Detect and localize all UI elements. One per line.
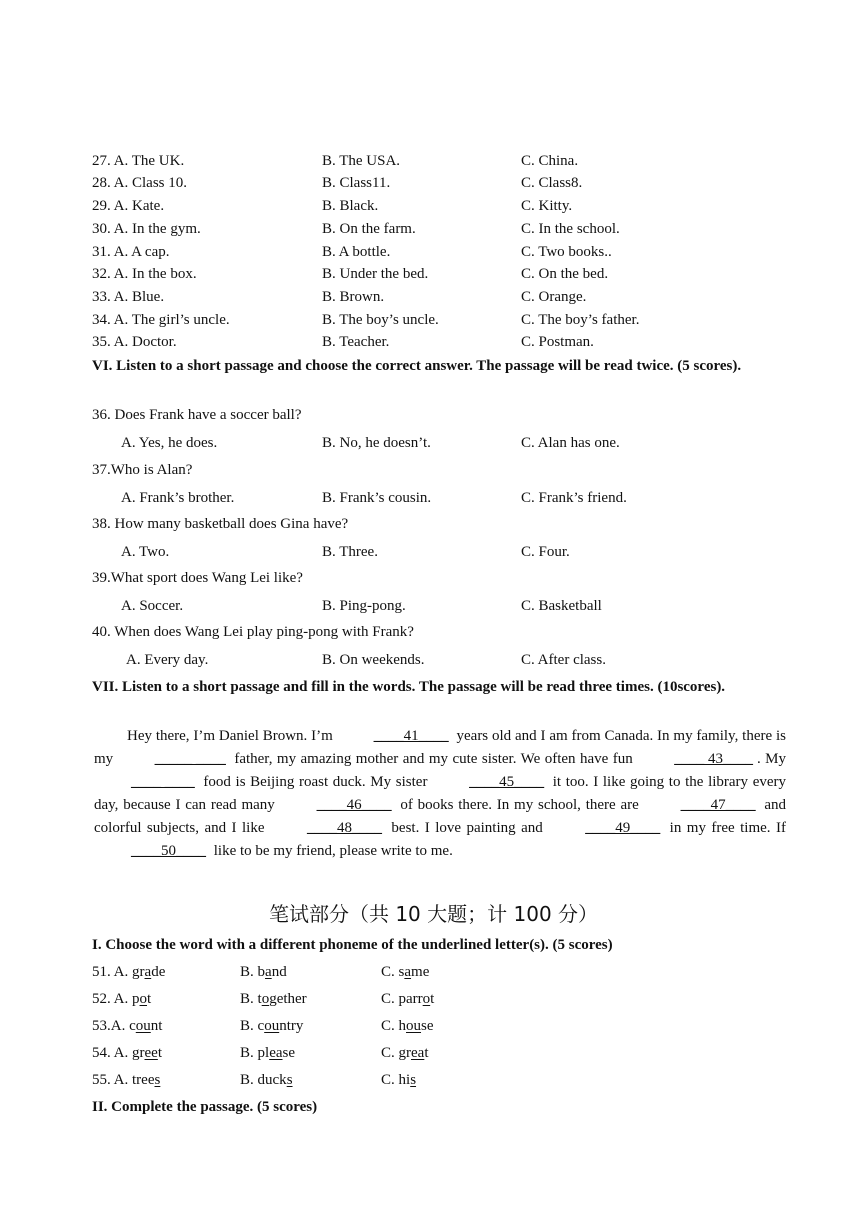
word-part: nt: [150, 1018, 163, 1034]
passage-text: food is Beijing roast duck. My sister: [203, 774, 428, 790]
option-b[interactable]: B. The USA.: [322, 153, 401, 169]
listening-option-row: [92, 172, 792, 194]
blank-48[interactable]: ____48____: [306, 820, 382, 836]
option-label: C.: [381, 1045, 399, 1061]
option-label: 51. A.: [92, 964, 133, 980]
word-part: pl: [257, 1045, 270, 1061]
option-label: 52. A.: [92, 991, 133, 1007]
passage-text: best. I love painting and: [391, 820, 543, 836]
word-option-c[interactable]: [381, 988, 434, 1010]
word-option-b[interactable]: [240, 1015, 303, 1037]
listening-option-row: [92, 195, 792, 217]
option-b[interactable]: B. Black.: [322, 198, 379, 214]
word-option-b[interactable]: [240, 961, 287, 983]
blank-41[interactable]: ____41____: [373, 728, 449, 744]
written-part-title: 笔试部分（共 10 大题；计 100 分）: [268, 902, 599, 926]
word-part: b: [257, 964, 266, 980]
underlined-letters: s: [154, 1072, 161, 1088]
option-c[interactable]: C. Two books..: [521, 244, 612, 260]
phoneme-question-row: [92, 1069, 592, 1091]
option-a[interactable]: A. Two.: [121, 544, 170, 560]
question-options: [92, 649, 792, 671]
passage-text: Hey there, I’m Daniel Brown. I’m: [127, 728, 333, 744]
underlined-letters: o: [139, 991, 148, 1007]
word-option-a[interactable]: [92, 1042, 162, 1064]
listening-option-row: [92, 218, 792, 240]
word-option-c[interactable]: [381, 1015, 434, 1037]
option-b[interactable]: B. No, he doesn’t.: [322, 435, 431, 451]
passage-text: like to be my friend, please write to me.: [213, 843, 453, 859]
option-a[interactable]: 30. A. In the gym.: [92, 221, 201, 237]
blank-43[interactable]: ____ 43____: [674, 751, 753, 767]
word-option-c[interactable]: [381, 1042, 429, 1064]
underlined-letters: ou: [135, 1018, 151, 1034]
phoneme-question-row: [92, 961, 592, 983]
word-part: c: [129, 1018, 136, 1034]
word-part: gr: [132, 964, 145, 980]
word-part: tree: [132, 1072, 155, 1088]
passage-text: it too. I like going to the library every day, because I can read many: [94, 774, 787, 813]
listening-option-row: [92, 263, 792, 285]
blank-47[interactable]: ____47____: [680, 797, 756, 813]
listening-option-row: [92, 286, 792, 308]
section-vi-heading: VI. Listen to a short passage and choose the correct answer. The passage will be read twice. (5 scores).: [92, 358, 742, 374]
passage-text: . My: [756, 751, 787, 767]
option-label: B.: [240, 1072, 258, 1088]
option-a[interactable]: A. Soccer.: [121, 598, 184, 614]
question-options: [92, 487, 792, 509]
word-option-c[interactable]: [381, 961, 429, 983]
word-part: p: [132, 991, 140, 1007]
passage-text: years old and I am from Canada. In my family, there is my: [94, 728, 786, 767]
option-b[interactable]: B. Teacher.: [322, 334, 390, 350]
option-c[interactable]: C. China.: [521, 153, 579, 169]
option-b[interactable]: B. Frank’s cousin.: [322, 490, 432, 506]
word-part: s: [398, 964, 405, 980]
underlined-letters: ea: [411, 1045, 425, 1061]
option-a[interactable]: 35. A. Doctor.: [92, 334, 177, 350]
option-b[interactable]: B. Under the bed.: [322, 266, 429, 282]
word-part: parr: [398, 991, 423, 1007]
option-label: 53.A.: [92, 1018, 130, 1034]
word-part: nd: [271, 964, 287, 980]
option-b[interactable]: B. On the farm.: [322, 221, 416, 237]
word-option-b[interactable]: [240, 1069, 293, 1091]
option-c[interactable]: C. Alan has one.: [521, 435, 620, 451]
passage-text: father, my amazing mother and my cute sister. We often have fun: [234, 751, 633, 767]
option-c[interactable]: C. Four.: [521, 544, 570, 560]
underlined-letters: ou: [264, 1018, 280, 1034]
option-c[interactable]: C. Kitty.: [521, 198, 573, 214]
phoneme-question-row: [92, 1015, 592, 1037]
word-part: gr: [398, 1045, 412, 1061]
option-c[interactable]: C. Frank’s friend.: [521, 490, 627, 506]
word-option-b[interactable]: [240, 1042, 295, 1064]
phoneme-question-row: [92, 988, 592, 1010]
question-options: [92, 432, 792, 454]
written-section-ii-heading: II. Complete the passage. (5 scores): [92, 1099, 318, 1115]
option-c[interactable]: C. After class.: [521, 652, 606, 668]
option-label: B.: [240, 1045, 258, 1061]
word-part: duck: [257, 1072, 287, 1088]
option-b[interactable]: B. On weekends.: [322, 652, 425, 668]
underlined-letters: ea: [269, 1045, 283, 1061]
word-option-a[interactable]: [92, 1069, 160, 1091]
option-label: B.: [240, 991, 258, 1007]
question-options: [92, 595, 792, 617]
word-part: h: [398, 1018, 407, 1034]
option-b[interactable]: B. The boy’s uncle.: [322, 312, 439, 328]
word-option-c[interactable]: [381, 1069, 416, 1091]
word-option-a[interactable]: [92, 988, 151, 1010]
option-c[interactable]: C. The boy’s father.: [521, 312, 640, 328]
word-part: t: [157, 1045, 163, 1061]
option-a[interactable]: A. Frank’s brother.: [121, 490, 235, 506]
option-c[interactable]: C. In the school.: [521, 221, 620, 237]
underlined-letters: ee: [144, 1045, 158, 1061]
option-label: C.: [381, 991, 399, 1007]
option-c[interactable]: C. Orange.: [521, 289, 587, 305]
listening-option-row: [92, 331, 792, 353]
word-option-a[interactable]: [92, 961, 165, 983]
word-part: se: [282, 1045, 296, 1061]
word-part: gether: [269, 991, 307, 1007]
option-a[interactable]: A. Yes, he does.: [121, 435, 218, 451]
option-label: B.: [240, 1018, 258, 1034]
option-b[interactable]: B. Ping-pong.: [322, 598, 406, 614]
underlined-letters: a: [144, 964, 152, 980]
option-a[interactable]: 31. A. A cap.: [92, 244, 170, 260]
question-text: 40. When does Wang Lei play ping-pong with Frank?: [92, 624, 414, 640]
word-part: t: [147, 991, 152, 1007]
underlined-letters: ou: [406, 1018, 422, 1034]
option-c[interactable]: C. On the bed.: [521, 266, 609, 282]
passage-text: of books there. In my school, there are: [400, 797, 639, 813]
option-label: C.: [381, 1072, 399, 1088]
option-c[interactable]: C. Postman.: [521, 334, 594, 350]
underlined-letters: a: [404, 964, 412, 980]
option-a[interactable]: 34. A. The girl’s uncle.: [92, 312, 230, 328]
passage-text: in my free time. If: [669, 820, 786, 836]
underlined-letters: s: [286, 1072, 293, 1088]
blank-44[interactable]: ____ ____: [131, 774, 195, 790]
option-b[interactable]: B. Brown.: [322, 289, 385, 305]
phoneme-question-row: [92, 1042, 592, 1064]
section-vii-passage: [94, 725, 786, 863]
option-label: 55. A.: [92, 1072, 133, 1088]
word-part: c: [257, 1018, 265, 1034]
question-text: 37.Who is Alan?: [92, 462, 193, 478]
listening-option-row: [92, 309, 792, 331]
blank-50[interactable]: ____50____: [131, 843, 206, 859]
option-c[interactable]: C. Class8.: [521, 175, 583, 191]
option-b[interactable]: B. Class11.: [322, 175, 391, 191]
underlined-letters: a: [265, 964, 272, 980]
listening-option-row: [92, 241, 792, 263]
blank-49[interactable]: ____49____: [585, 820, 661, 836]
option-label: B.: [240, 964, 258, 980]
option-c[interactable]: C. Basketball: [521, 598, 602, 614]
word-part: t: [257, 991, 262, 1007]
word-part: me: [411, 964, 430, 980]
option-b[interactable]: B. Three.: [322, 544, 378, 560]
option-b[interactable]: B. A bottle.: [322, 244, 391, 260]
listening-option-row: [92, 150, 792, 172]
option-a[interactable]: 29. A. Kate.: [92, 198, 165, 214]
option-label: C.: [381, 964, 399, 980]
word-part: hi: [398, 1072, 411, 1088]
passage-text: and colorful subjects, and I like: [94, 797, 787, 836]
option-label: C.: [381, 1018, 399, 1034]
word-option-a[interactable]: [92, 1015, 162, 1037]
word-option-b[interactable]: [240, 988, 307, 1010]
option-a[interactable]: 33. A. Blue.: [92, 289, 165, 305]
blank-45[interactable]: ____45____: [469, 774, 545, 790]
blank-46[interactable]: ____46____: [316, 797, 392, 813]
blank-42[interactable]: _____ ____: [154, 751, 226, 767]
word-part: de: [151, 964, 166, 980]
option-a[interactable]: 28. A. Class 10.: [92, 175, 188, 191]
section-vii-heading: VII. Listen to a short passage and fill in the words. The passage will be read three times. (10scores).: [92, 679, 726, 695]
question-options: [92, 541, 792, 563]
underlined-letters: o: [422, 991, 431, 1007]
word-part: gr: [132, 1045, 145, 1061]
underlined-letters: o: [261, 991, 270, 1007]
underlined-letters: s: [410, 1072, 417, 1088]
option-a[interactable]: 32. A. In the box.: [92, 266, 197, 282]
option-label: 54. A.: [92, 1045, 133, 1061]
word-part: t: [430, 991, 435, 1007]
word-part: t: [424, 1045, 429, 1061]
word-part: ntry: [279, 1018, 304, 1034]
word-part: se: [421, 1018, 434, 1034]
written-section-i-heading: I. Choose the word with a different phoneme of the underlined letter(s). (5 scores): [92, 937, 613, 953]
question-text: 39.What sport does Wang Lei like?: [92, 570, 303, 586]
option-a[interactable]: A. Every day.: [126, 652, 209, 668]
option-a[interactable]: 27. A. The UK.: [92, 153, 185, 169]
question-text: 38. How many basketball does Gina have?: [92, 516, 349, 532]
question-text: 36. Does Frank have a soccer ball?: [92, 407, 302, 423]
